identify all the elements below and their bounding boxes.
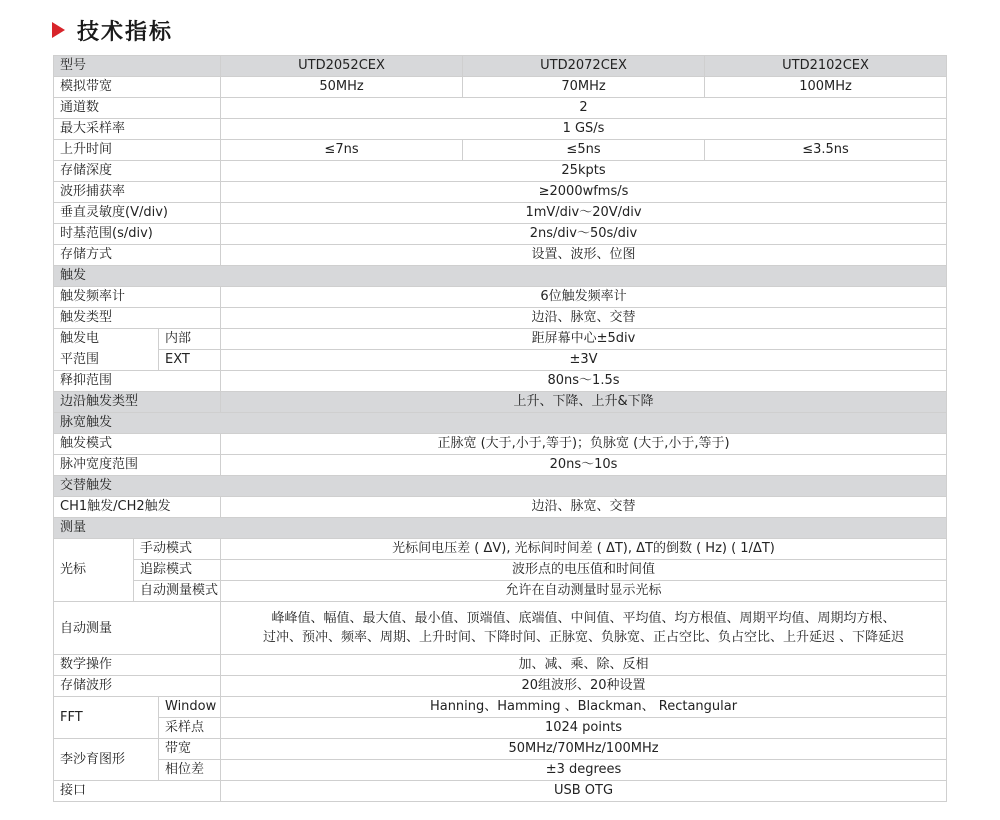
model-cell: UTD2052CEX: [221, 56, 463, 77]
table-row: [54, 560, 947, 581]
section-row: [54, 476, 947, 497]
table-row: [54, 77, 947, 98]
value-cell: 加、减、乘、除、反相: [221, 655, 947, 676]
section-label: 交替触发: [54, 476, 947, 497]
table-row: [54, 602, 947, 655]
table-row: [54, 182, 947, 203]
sub-label: 自动测量模式: [134, 581, 221, 602]
model-cell: UTD2072CEX: [463, 56, 705, 77]
value-cell: 20ns～10s: [221, 455, 947, 476]
table-row: [54, 119, 947, 140]
row-label: 自动测量: [54, 602, 221, 655]
row-label: 模拟带宽: [54, 77, 221, 98]
value-cell: 50MHz/70MHz/100MHz: [221, 739, 947, 760]
row-label: 存储波形: [54, 676, 221, 697]
value-cell: ≤3.5ns: [705, 140, 947, 161]
value-cell: 2ns/div～50s/div: [221, 224, 947, 245]
row-label: 光标: [54, 539, 134, 602]
sub-label: 手动模式: [134, 539, 221, 560]
table-row: [54, 497, 947, 518]
value-cell: 1mV/div～20V/div: [221, 203, 947, 224]
value-cell: 正脉宽 (大于,小于,等于)；负脉宽 (大于,小于,等于): [221, 434, 947, 455]
section-label: 边沿触发类型: [54, 392, 221, 413]
value-cell: 波形点的电压值和时间值: [221, 560, 947, 581]
spec-table: [53, 55, 947, 802]
sub-label: 追踪模式: [134, 560, 221, 581]
table-row: [54, 371, 947, 392]
value-cell: ≤5ns: [463, 140, 705, 161]
value-cell: 50MHz: [221, 77, 463, 98]
value-cell: 设置、波形、位图: [221, 245, 947, 266]
page-title: [52, 14, 173, 46]
table-row: [54, 697, 947, 718]
row-label: 垂直灵敏度(V/div): [54, 203, 221, 224]
table-row: [54, 287, 947, 308]
table-row: [54, 539, 947, 560]
title-text: 技术指标: [77, 19, 174, 45]
value-cell: ≤7ns: [221, 140, 463, 161]
value-cell: 边沿、脉宽、交替: [221, 497, 947, 518]
value-cell: 20组波形、20种设置: [221, 676, 947, 697]
sub-label: 内部: [159, 329, 221, 350]
value-cell: Hanning、Hamming 、Blackman、 Rectangular: [221, 697, 947, 718]
table-row: [54, 581, 947, 602]
table-row: [54, 350, 947, 371]
row-label: 触发频率计: [54, 287, 221, 308]
sub-label: 采样点: [159, 718, 221, 739]
value-cell: 上升、下降、上升&下降: [221, 392, 947, 413]
row-label: 脉冲宽度范围: [54, 455, 221, 476]
row-label: 触发类型: [54, 308, 221, 329]
row-label: CH1触发/CH2触发: [54, 497, 221, 518]
table-row: [54, 760, 947, 781]
table-row: [54, 308, 947, 329]
value-cell: 25kpts: [221, 161, 947, 182]
value-cell: 70MHz: [463, 77, 705, 98]
section-row: [54, 413, 947, 434]
row-label: 存储深度: [54, 161, 221, 182]
row-label: 释抑范围: [54, 371, 221, 392]
section-row: [54, 392, 947, 413]
row-label: 触发电: [54, 329, 159, 350]
table-row: [54, 98, 947, 119]
table-row: [54, 203, 947, 224]
value-cell: 6位触发频率计: [221, 287, 947, 308]
value-cell: 1 GS/s: [221, 119, 947, 140]
table-row: [54, 245, 947, 266]
auto-measure-line-1: 峰峰值、幅值、最大值、最小值、顶端值、底端值、中间值、平均值、均方根值、周期平均值、周期均方根、: [271, 611, 896, 626]
table-row: [54, 224, 947, 245]
section-label: 脉宽触发: [54, 413, 947, 434]
row-label: 接口: [54, 781, 221, 802]
table-row: [54, 455, 947, 476]
value-cell: 2: [221, 98, 947, 119]
model-cell: UTD2102CEX: [705, 56, 947, 77]
value-cell: 100MHz: [705, 77, 947, 98]
table-row: [54, 434, 947, 455]
sub-label: EXT: [159, 350, 221, 371]
value-cell: [221, 602, 947, 655]
row-label: 型号: [54, 56, 221, 77]
value-cell: 光标间电压差 ( ΔV), 光标间时间差 ( ΔT), ΔT的倒数 ( Hz) ( 1/ΔT): [221, 539, 947, 560]
row-label: 最大采样率: [54, 119, 221, 140]
value-cell: 允许在自动测量时显示光标: [221, 581, 947, 602]
row-label: 时基范围(s/div): [54, 224, 221, 245]
table-row: [54, 718, 947, 739]
sub-label: Window: [159, 697, 221, 718]
sub-label: 带宽: [159, 739, 221, 760]
row-label: 李沙育图形: [54, 739, 159, 781]
row-label: 触发模式: [54, 434, 221, 455]
row-label: 存储方式: [54, 245, 221, 266]
value-cell: ±3 degrees: [221, 760, 947, 781]
table-row: [54, 655, 947, 676]
section-label: 触发: [54, 266, 947, 287]
section-label: 测量: [54, 518, 947, 539]
table-row: [54, 161, 947, 182]
value-cell: 1024 points: [221, 718, 947, 739]
row-label: 平范围: [54, 350, 159, 371]
section-row: [54, 266, 947, 287]
value-cell: USB OTG: [221, 781, 947, 802]
value-cell: 距屏幕中心±5div: [221, 329, 947, 350]
table-row: [54, 781, 947, 802]
sub-label: 相位差: [159, 760, 221, 781]
row-label: 通道数: [54, 98, 221, 119]
table-header-row: [54, 56, 947, 77]
value-cell: ±3V: [221, 350, 947, 371]
value-cell: 80ns～1.5s: [221, 371, 947, 392]
table-row: [54, 739, 947, 760]
section-row: [54, 518, 947, 539]
auto-measure-line-2: 过冲、预冲、频率、周期、上升时间、下降时间、正脉宽、负脉宽、正占空比、负占空比、上升延迟 、下降延迟: [262, 630, 905, 645]
triangle-bullet-icon: [52, 22, 65, 38]
table-row: [54, 329, 947, 350]
table-row: [54, 140, 947, 161]
row-label: 上升时间: [54, 140, 221, 161]
row-label: FFT: [54, 697, 159, 739]
row-label: 波形捕获率: [54, 182, 221, 203]
table-row: [54, 676, 947, 697]
value-cell: 边沿、脉宽、交替: [221, 308, 947, 329]
value-cell: ≥2000wfms/s: [221, 182, 947, 203]
row-label: 数学操作: [54, 655, 221, 676]
